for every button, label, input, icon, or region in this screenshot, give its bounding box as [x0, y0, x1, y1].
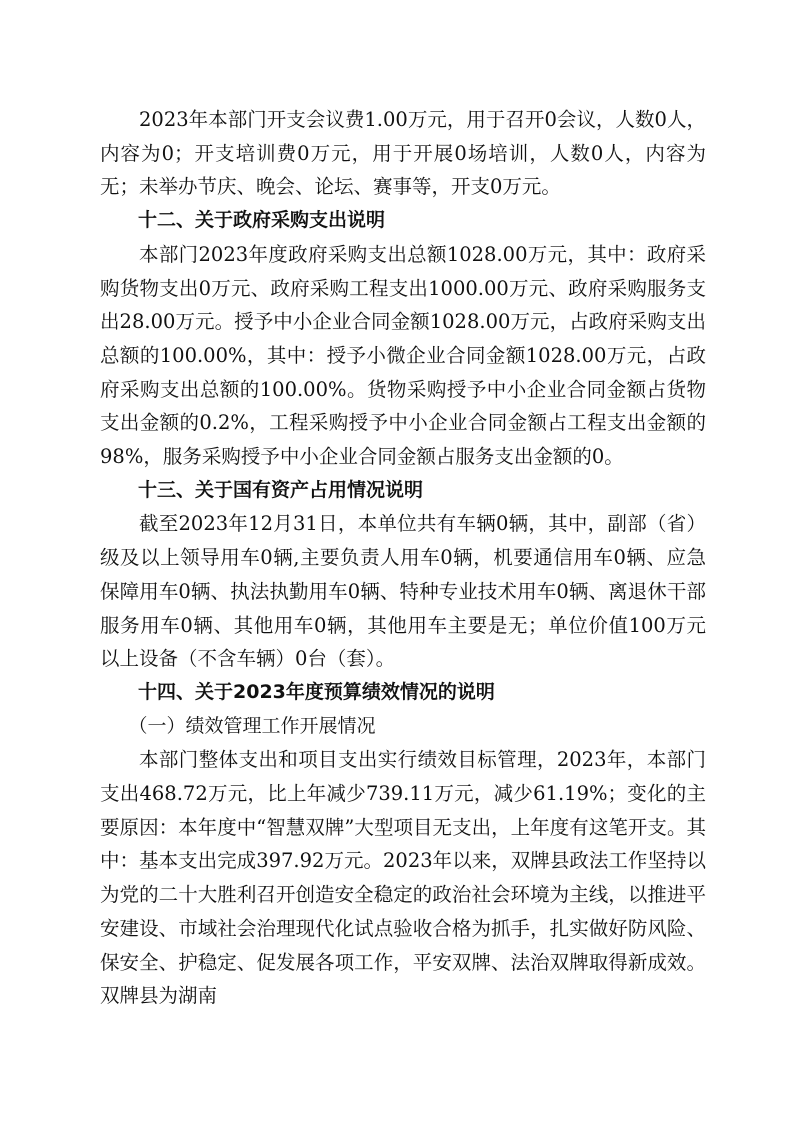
heading-state-assets: 十三、关于国有资产占用情况说明 [138, 478, 424, 501]
paragraph-government-procurement: 本部门2023年度政府采购支出总额1028.00万元，其中：政府采购货物支出0万元、政府采购工程支出1000.00万元、政府采购服务支出28.00万元。授予中小企业合同金额1028.00万元，占政府采购支出总额的100.00%，其中：授予小微企业合同金额1028.00万元，占政府采购支出总额的100.00%。货物采购授予中小企业合同金额占货物支出金额的0.2%，工程采购授予中小企业合同金额占工程支出金额的98%，服务采购授予中小企业合同金额占服务支出金额的0。 [100, 242, 706, 469]
heading-government-procurement: 十二、关于政府采购支出说明 [138, 209, 386, 232]
heading-budget-performance: 十四、关于2023年度预算绩效情况的说明 [138, 680, 495, 703]
paragraph-performance-management: 本部门整体支出和项目支出实行绩效目标管理，2023年，本部门支出468.72万元，比上年减少739.11万元，减少61.19%；变化的主要原因：本年度中“智慧双牌”大型项目无支出，上年度有这笔开支。其中：基本支出完成397.92万元。2023年以来，双牌县政法工作坚持以为党的二十大胜利召开创造安全稳定的政治社会环境为主线，以推进平安建设、市域社会治理现代化试点验收合格为抓手，扎实做好防风险、保安全、护稳定、促发展各项工作，平安双牌、法治双牌取得新成效。双牌县为湖南 [100, 748, 706, 1008]
subheading-performance-management: （一）绩效管理工作开展情况 [128, 714, 376, 737]
paragraph-state-assets: 截至2023年12月31日，本单位共有车辆0辆，其中，副部（省）级及以上领导用车0辆,主要负责人用车0辆，机要通信用车0辆、应急保障用车0辆、执法执勤用车0辆、特种专业技术用车0辆、离退休干部服务用车0辆、其他用车0辆，其他用车主要是无；单位价值100万元以上设备（不含车辆）0台（套）。 [100, 512, 706, 671]
paragraph-meeting-training-expenses: 2023年本部门开支会议费1.00万元，用于召开0会议，人数0人，内容为0；开支培训费0万元，用于开展0场培训，人数0人，内容为无；未举办节庆、晚会、论坛、赛事等，开支0万元。 [100, 108, 706, 199]
document-page [100, 103, 706, 1013]
